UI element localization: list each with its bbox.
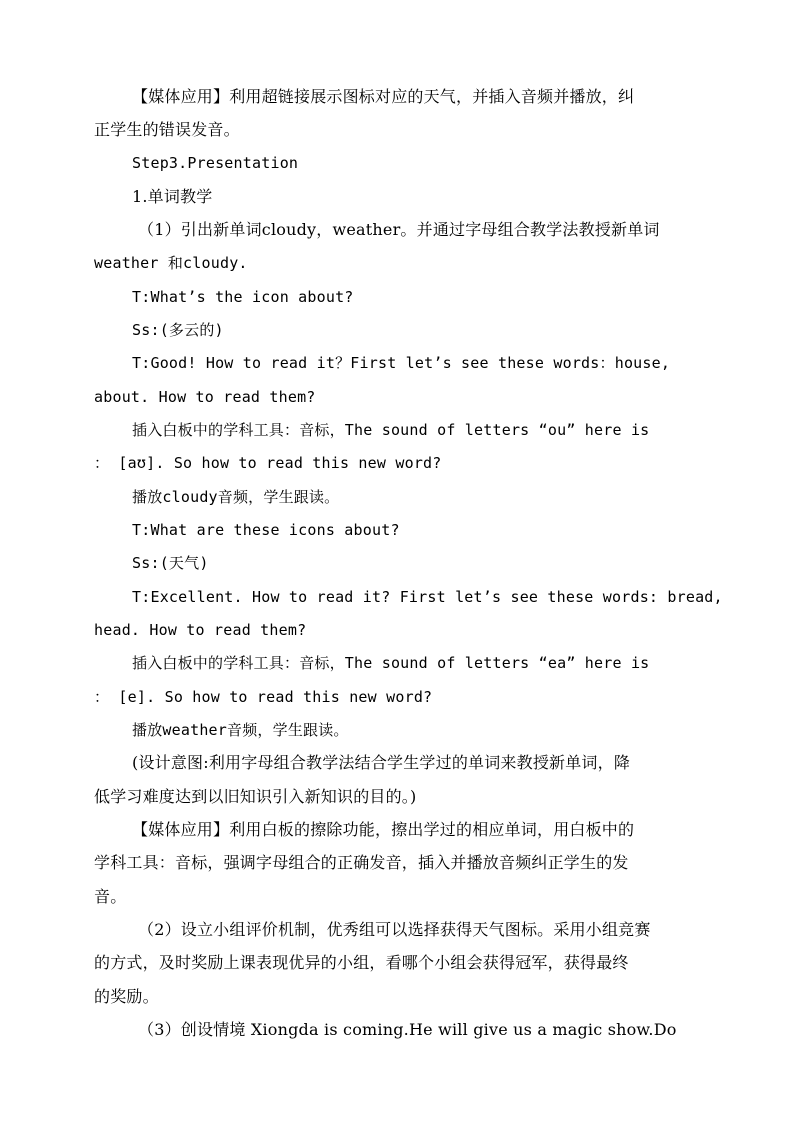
dialogue-line: T:What’s the icon about? <box>132 288 354 306</box>
paragraph-media-1-cont: 正学生的错误发音。 <box>94 120 240 139</box>
design-intent: (设计意图:利用字母组合教学法结合学生学过的单词来教授新单词，降 <box>132 753 631 772</box>
paragraph-media-2-cont: 学科工具：音标，强调字母组合的正确发音，插入并播放音频纠正学生的发 <box>94 853 629 872</box>
paragraph-item-1: （1）引出新单词cloudy，weather。并通过字母组合教学法教授新单词 <box>138 220 660 239</box>
paragraph-media-2: 【媒体应用】利用白板的擦除功能，擦出学过的相应单词，用白板中的 <box>132 820 635 839</box>
dialogue-line: Ss:(天气) <box>132 554 209 572</box>
dialogue-line-cont: about. How to read them? <box>94 388 316 406</box>
whiteboard-tool-line: 插入白板中的学科工具：音标，The sound of letters “ou” here is <box>132 421 650 439</box>
design-intent-cont: 低学习难度达到以旧知识引入新知识的目的。) <box>94 787 417 806</box>
section-heading: 1.单词教学 <box>132 187 213 206</box>
paragraph-item-3: （3）创设情境 Xiongda is coming.He will give us a magic show.Do <box>138 1020 677 1039</box>
audio-line: 播放cloudy音频，学生跟读。 <box>132 488 340 506</box>
dialogue-line: T:Good! How to read it？First let’s see these words：house, <box>132 354 671 372</box>
paragraph-media-1: 【媒体应用】利用超链接展示图标对应的天气，并插入音频并播放，纠 <box>132 87 635 106</box>
paragraph-item-2-cont: 的奖励。 <box>94 987 159 1006</box>
paragraph-item-2: （2）设立小组评价机制，优秀组可以选择获得天气图标。采用小组竞赛 <box>138 920 651 939</box>
dialogue-line-cont: head. How to read them? <box>94 621 307 639</box>
whiteboard-tool-line: 插入白板中的学科工具：音标，The sound of letters “ea” here is <box>132 654 650 672</box>
paragraph-media-2-cont: 音。 <box>94 887 127 906</box>
paragraph-item-1-cont: weather 和cloudy. <box>94 254 248 272</box>
dialogue-line: T:Excellent. How to read it? First let’s see these words: bread, <box>132 588 723 606</box>
paragraph-item-2-cont: 的方式，及时奖励上课表现优异的小组，看哪个小组会获得冠军，获得最终 <box>94 953 629 972</box>
audio-line: 播放weather音频，学生跟读。 <box>132 721 349 739</box>
step-heading: Step3.Presentation <box>132 154 299 172</box>
dialogue-line: Ss:(多云的) <box>132 321 224 339</box>
dialogue-line: T:What are these icons about? <box>132 521 400 539</box>
phonetic-line: ： [e]. So how to read this new word? <box>94 688 433 706</box>
phonetic-line: ： [aʊ]. So how to read this new word? <box>94 454 442 472</box>
